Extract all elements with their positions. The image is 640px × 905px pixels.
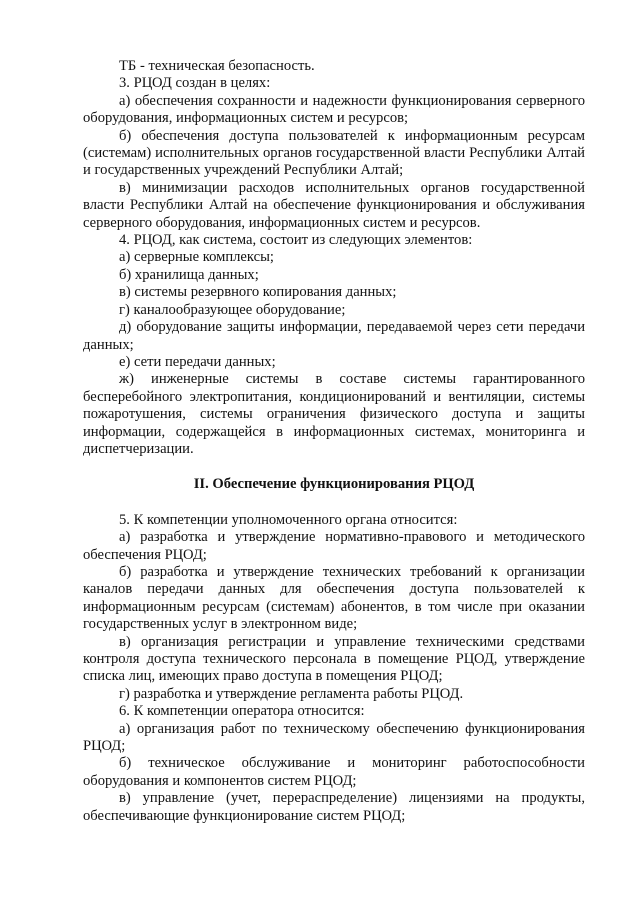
paragraph-4e: д) оборудование защиты информации, передаваемой через сети передачи данных; xyxy=(83,319,585,353)
paragraph-tb-definition: ТБ - техническая безопасность. xyxy=(119,58,315,74)
paragraph-4g: ж) инженерные системы в составе системы гарантированного бесперебойного электропитания, кондиционирований и вентиляции, системы пожаротушения, системы ограничения физического доступа и защиты информации, содержащейся в информационных системах, мониторинга и диспетчеризации. xyxy=(83,371,585,457)
paragraph-6b: б) техническое обслуживание и мониторинг работоспособности оборудования и компонентов систем РЦОД; xyxy=(83,755,585,789)
paragraph-5-competence: 5. К компетенции уполномоченного органа относится: xyxy=(119,511,458,528)
paragraph-3-goals: 3. РЦОД создан в целях: xyxy=(119,75,271,92)
spacer xyxy=(83,494,585,512)
paragraph-4-elements: 4. РЦОД, как система, состоит из следующих элементов: xyxy=(119,232,473,249)
paragraph-6a: а) организация работ по техническому обеспечению функционирования РЦОД; xyxy=(83,720,585,755)
paragraph-5c: в) организация регистрации и управление техническими средствами контроля доступа технического персонала в помещение РЦОД, утверждение списка лиц, имеющих право доступа в помещения РЦОД; xyxy=(83,633,585,685)
paragraph-4b: б) хранилища данных; xyxy=(119,266,259,283)
paragraph-3a: а) обеспечения сохранности и надежности функционирования серверного оборудования, информационных систем и ресурсов; xyxy=(83,92,585,127)
section-heading: II. Обеспечение функционирования РЦОД xyxy=(193,476,475,493)
paragraph-6-operator: 6. К компетенции оператора относится: xyxy=(119,703,365,720)
document-page xyxy=(83,58,585,825)
paragraph-5b: б) разработка и утверждение технических требований к организации каналов передачи данных для обеспечения доступа пользователей к информационным ресурсам (системам) абонентов, в том числе при оказании государственных услуг в электронном виде; xyxy=(83,563,585,633)
paragraph-5d: г) разработка и утверждение регламента работы РЦОД. xyxy=(119,685,464,702)
paragraph-6c: в) управление (учет, перераспределение) лицензиями на продукты, обеспечивающие функционирование систем РЦОД; xyxy=(83,790,585,824)
paragraph-4f: е) сети передачи данных; xyxy=(119,353,276,370)
paragraph-3b: б) обеспечения доступа пользователей к информационным ресурсам (системам) исполнительных органов государственной власти Республики Алтай и государственных учреждений Республики Алтай; xyxy=(83,127,585,179)
paragraph-5a: а) разработка и утверждение нормативно-правового и методического обеспечения РЦОД; xyxy=(83,529,585,563)
paragraph-3c: в) минимизации расходов исполнительных органов государственной власти Республики Алтай на обеспечение функционирования и обслуживания серверного оборудования, информационных систем и ресурсов. xyxy=(83,179,585,231)
spacer xyxy=(83,458,585,476)
paragraph-4d: г) каналообразующее оборудование; xyxy=(119,301,346,318)
paragraph-4a: а) серверные комплексы; xyxy=(119,249,274,266)
paragraph-4c: в) системы резервного копирования данных; xyxy=(119,284,397,301)
